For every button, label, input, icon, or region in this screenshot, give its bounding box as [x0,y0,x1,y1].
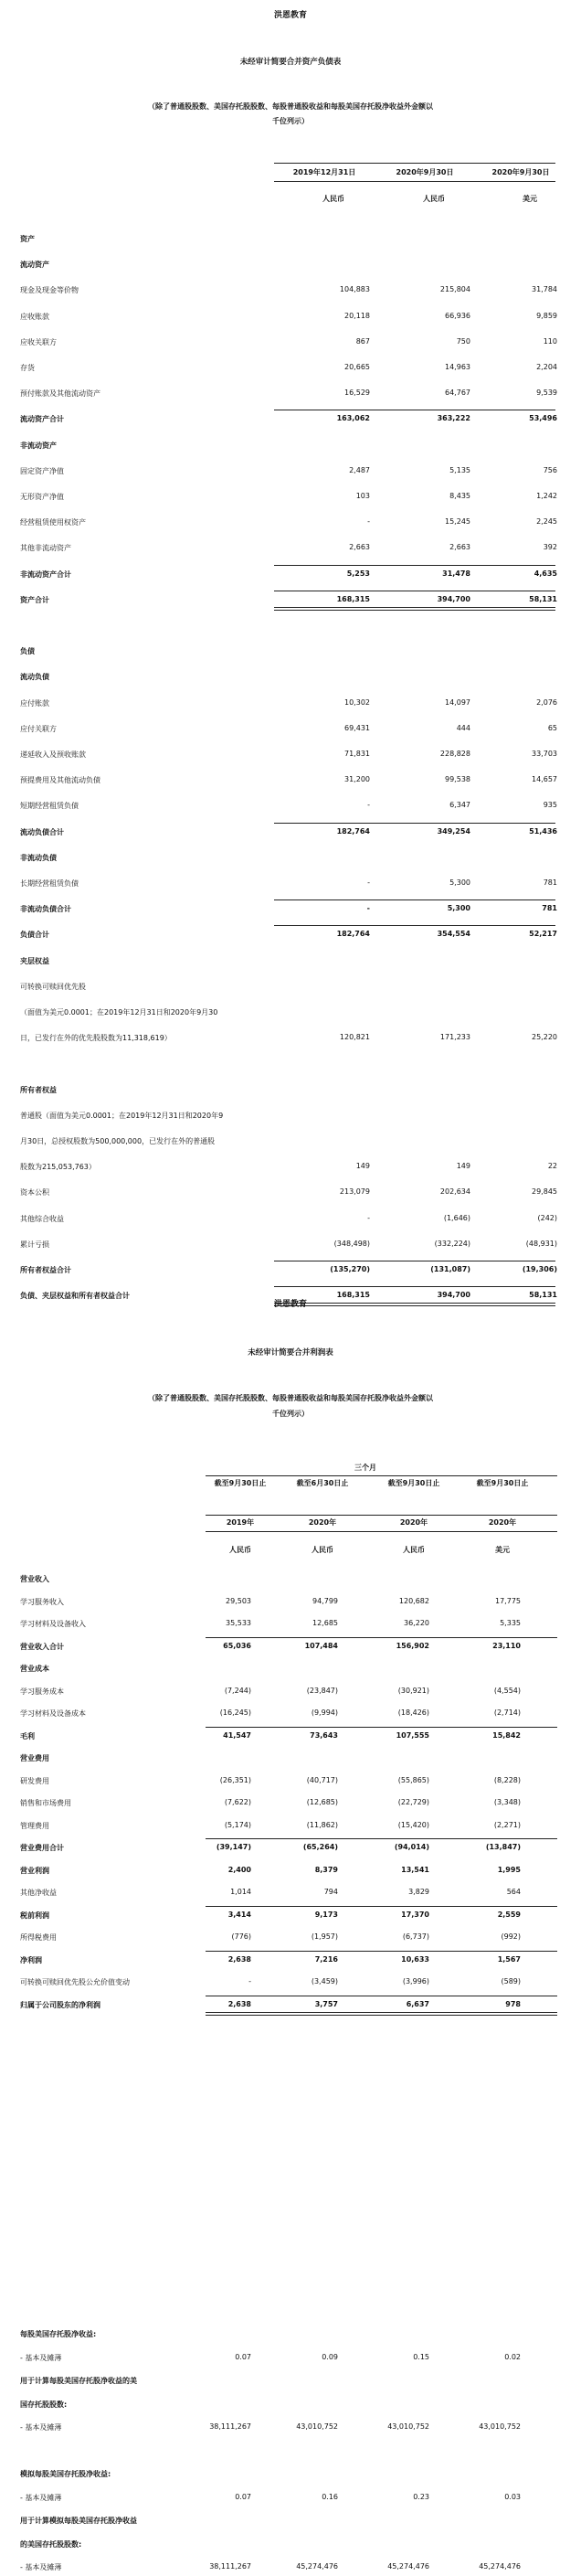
row-value: 0.02 [504,2352,521,2361]
row-label: 日，已发行在外的优先股股数为11,318,619） [20,1034,172,1043]
row-value: 17,370 [401,1910,429,1919]
row-value: 168,315 [336,594,370,603]
row-label: 负债 [20,647,35,656]
row-label: 国存托股股数: [20,2400,68,2409]
row-label: 存货 [20,364,35,372]
row-value: 14,657 [532,775,557,784]
row-label: 资本公积 [20,1188,49,1198]
row-value: - [367,801,370,810]
row-label: 学习服务成本 [20,1687,64,1696]
rule-line [274,1286,555,1287]
row-value: 8,379 [314,1865,338,1874]
row-label: 营业利润 [20,1866,49,1875]
row-value: 6,637 [406,1999,429,2008]
row-value: 0.07 [235,2352,251,2361]
row-value: 2,638 [227,1954,251,1964]
row-label: 学习材料及设备成本 [20,1709,86,1718]
rule-line [274,823,555,824]
row-value: 17,775 [495,1596,521,1605]
row-value: (11,862) [306,1820,338,1829]
row-value: 182,764 [336,826,370,836]
row-label: 可转换可赎回优先股公允价值变动 [20,1978,130,1986]
row-value: 107,484 [304,1641,338,1650]
row-value: 53,496 [529,414,557,423]
row-label: 模拟每股美国存托股净收益: [20,2470,111,2478]
row-label: - 基本及摊薄 [20,2353,62,2362]
row-value: 2,638 [227,1999,251,2008]
row-value: (23,847) [306,1686,338,1695]
row-value: (4,554) [493,1686,521,1695]
row-value: 182,764 [336,930,370,939]
is-currency-1: 人民币 [229,1546,251,1554]
row-value: 94,799 [312,1596,338,1605]
row-value: 349,254 [437,826,470,836]
row-value: (6,737) [402,1932,429,1941]
row-value: 29,845 [532,1187,557,1197]
row-value: 2,076 [536,697,557,707]
row-value: 0.07 [235,2492,251,2501]
row-label: 累计亏损 [20,1240,49,1249]
row-value: (2,271) [493,1820,521,1829]
row-value: 935 [543,801,557,810]
row-value: (776) [231,1932,251,1941]
row-value: 2,487 [349,465,370,474]
row-value: 9,859 [536,311,557,320]
row-value: - [366,904,370,913]
is-col-head-4: 截至9月30日止 [476,1479,529,1487]
row-value: 43,010,752 [479,2422,521,2431]
rule-line [206,1838,557,1839]
row-label: 所得税费用 [20,1933,57,1942]
row-value: 4,635 [533,569,557,578]
row-value: (94,014) [394,1843,429,1851]
row-value: 15,842 [492,1730,521,1740]
row-value: 8,435 [449,492,470,500]
row-label: 的美国存托股股数: [20,2539,82,2549]
row-label: 预付账款及其他流动资产 [20,389,100,399]
row-label: 可转换可赎回优先股 [20,982,86,991]
row-value: 41,547 [223,1730,251,1740]
row-value: (8,228) [493,1775,521,1784]
row-value: 29,503 [226,1596,251,1605]
row-value: 363,222 [437,414,470,423]
row-value: (65,264) [302,1843,338,1851]
row-value: 794 [323,1888,338,1896]
row-value: (3,996) [402,1977,429,1985]
row-value: 0.16 [322,2492,338,2501]
row-value: (15,420) [397,1820,429,1829]
row-label: 流动资产 [20,261,49,270]
row-value: 5,300 [449,878,470,887]
bs-col-head-2: 2020年9月30日 [396,168,454,176]
row-label: 应付关联方 [20,724,57,733]
row-label: 应收关联方 [20,337,57,346]
period-label: 三个月 [354,1464,376,1472]
row-label: 负债合计 [20,931,49,940]
row-value: 392 [543,543,557,552]
row-value: 13,541 [401,1865,429,1874]
row-value: (3,459) [311,1977,338,1985]
row-label: 用于计算每股美国存托股净收益的美 [20,2377,137,2385]
row-label: 每股美国存托股净收益: [20,2330,97,2338]
row-value: (39,147) [216,1843,251,1851]
row-value: (26,351) [219,1775,251,1784]
bs-currency-3: 美元 [523,195,537,203]
rule-line [274,899,555,900]
row-value: 110 [543,336,557,346]
row-value: 36,220 [404,1619,429,1627]
double-rule-line [274,607,555,611]
row-label: 月30日，总授权股数为500,000,000，已发行在外的普通股 [20,1137,216,1145]
row-label: 其他综合收益 [20,1214,64,1223]
row-label: 应付账款 [20,698,49,708]
bs-col-head-3: 2020年9月30日 [491,168,550,176]
row-value: 45,274,476 [479,2562,521,2571]
row-label: 股数为215,053,763） [20,1163,96,1172]
is-col-head-1: 截至9月30日止 [214,1479,267,1487]
row-value: 31,784 [532,285,557,294]
row-value: 31,478 [442,569,470,578]
row-value: 3,414 [227,1910,251,1919]
row-value: (18,426) [397,1708,429,1717]
bs-currency-2: 人民币 [423,195,445,203]
row-value: 104,883 [339,285,370,294]
row-value: 444 [456,723,470,732]
row-label: 非流动负债合计 [20,905,71,914]
row-value: 0.09 [322,2352,338,2361]
income-statement-subtitle: （除了普通股股数、美国存托股股数、每股普通股收益和每股美国存托股净收益外金额以 [148,1394,433,1402]
row-value: 202,634 [439,1187,470,1197]
row-value: 71,831 [344,750,370,758]
row-label: 长期经营租赁负债 [20,879,79,888]
row-value: 23,110 [492,1641,521,1650]
row-value: 781 [543,878,557,887]
row-value: (589) [501,1977,521,1985]
rule-line [274,565,555,566]
row-value: 25,220 [532,1033,557,1042]
row-value: (48,931) [525,1239,557,1248]
row-label: 负债、夹层权益和所有者权益合计 [20,1292,130,1301]
row-label: 营业收入 [20,1575,49,1583]
row-value: 5,253 [346,569,370,578]
row-value: 15,245 [445,517,470,527]
row-label: 非流动资产合计 [20,569,71,579]
row-value: 156,902 [396,1641,429,1650]
row-value: 2,663 [449,543,470,552]
row-label: 流动负债 [20,673,49,682]
row-value: 14,963 [445,363,470,371]
row-value: 64,767 [445,389,470,398]
row-value: (3,348) [493,1798,521,1806]
row-value: 1,567 [497,1954,521,1964]
row-value: 354,554 [437,930,470,939]
row-value: 2,400 [227,1865,251,1874]
row-value: (5,174) [224,1820,251,1829]
row-value: 20,665 [344,363,370,371]
row-value: 65 [547,723,557,732]
bs-currency-1: 人民币 [322,195,344,203]
is-currency-2: 人民币 [312,1546,333,1554]
row-value: (55,865) [397,1775,429,1784]
row-value: (22,729) [397,1798,429,1806]
is-year-2: 2020年 [308,1518,337,1527]
balance-sheet-subtitle-2: 千位列示） [272,117,309,125]
row-label: 递延收入及预收账款 [20,750,86,759]
row-label: 资产合计 [20,595,49,604]
row-value: 73,643 [310,1730,338,1740]
rule-line [274,925,555,926]
row-value: 781 [542,904,557,913]
is-year-4: 2020年 [488,1518,517,1527]
row-value: 45,274,476 [296,2562,338,2571]
row-value: (9,994) [311,1708,338,1717]
row-value: 0.15 [413,2352,429,2361]
row-value: 867 [355,336,370,346]
row-label: 营业收入合计 [20,1642,64,1651]
row-value: 1,014 [230,1888,251,1896]
row-value: (992) [501,1932,521,1941]
row-value: 58,131 [529,594,557,603]
row-label: 非流动负债 [20,853,57,862]
row-value: 43,010,752 [296,2422,338,2431]
row-value: 14,097 [445,697,470,707]
row-value: 168,315 [336,1291,370,1300]
is-col-head-3: 截至9月30日止 [387,1479,440,1487]
row-value: 394,700 [437,1291,470,1300]
is-year-3: 2020年 [399,1518,428,1527]
row-value: 31,200 [344,775,370,784]
row-value: (12,685) [306,1798,338,1806]
double-rule-line [206,2012,557,2016]
row-value: 3,757 [314,1999,338,2008]
income-statement-subtitle-2: 千位列示） [272,1410,309,1418]
row-label: 固定资产净值 [20,466,64,475]
row-value: 2,245 [536,517,557,527]
row-label: 所有者权益 [20,1085,57,1094]
row-label: 研发费用 [20,1776,49,1785]
row-value: 12,685 [312,1619,338,1627]
row-value: 65,036 [223,1641,251,1650]
row-value: 20,118 [344,311,370,320]
row-value: 163,062 [336,414,370,423]
row-value: 394,700 [437,594,470,603]
row-value: - [248,1977,251,1985]
row-label: 经营租赁使用权资产 [20,518,86,527]
row-value: 22 [547,1162,557,1171]
row-value: 6,347 [449,801,470,810]
row-value: 171,233 [439,1033,470,1042]
row-value: 120,682 [398,1596,429,1605]
row-value: 10,302 [344,697,370,707]
is-col-head-2: 截至6月30日止 [296,1479,349,1487]
row-value: (131,087) [430,1265,470,1273]
row-value: 564 [506,1888,521,1896]
row-label: 管理费用 [20,1821,49,1830]
row-label: 流动负债合计 [20,827,64,836]
row-value: 16,529 [344,389,370,398]
row-value: 51,436 [529,826,557,836]
row-value: 750 [456,336,470,346]
row-value: 9,539 [536,389,557,398]
row-value: 45,274,476 [387,2562,429,2571]
row-value: 58,131 [529,1291,557,1300]
row-value: (1,646) [443,1213,470,1222]
row-label: 用于计算模拟每股美国存托股净收益 [20,2517,137,2525]
row-value: 120,821 [339,1033,370,1042]
row-value: 107,555 [396,1730,429,1740]
row-value: 1,995 [497,1865,521,1874]
row-label: 预提费用及其他流动负债 [20,776,100,785]
row-value: 38,111,267 [209,2422,251,2431]
row-label: 毛利 [20,1731,35,1740]
row-value: (348,498) [333,1239,370,1248]
company-name-2: 洪恩教育 [273,1300,307,1309]
row-label: 归属于公司股东的净利润 [20,2000,100,2009]
row-value: 66,936 [445,311,470,320]
row-value: - [367,878,370,887]
company-name: 洪恩教育 [273,11,307,20]
row-label: 净利润 [20,1955,42,1964]
row-value: 2,663 [349,543,370,552]
row-value: 99,538 [445,775,470,784]
row-label: - 基本及摊薄 [20,2423,62,2432]
row-label: 短期经营租赁负债 [20,802,79,811]
row-value: (19,306) [522,1265,557,1273]
is-currency-4: 美元 [495,1546,510,1554]
row-value: 149 [355,1162,370,1171]
row-value: (40,717) [306,1775,338,1784]
row-value: 35,533 [226,1619,251,1627]
row-value: (332,224) [434,1239,470,1248]
row-value: 5,335 [500,1619,521,1627]
row-value: - [367,1213,370,1222]
rule-line [206,1727,557,1728]
row-value: (1,957) [311,1932,338,1941]
is-currency-3: 人民币 [403,1546,425,1554]
row-value: 38,111,267 [209,2562,251,2571]
row-value: 5,300 [447,904,470,913]
is-year-1: 2019年 [226,1518,255,1527]
row-value: 228,828 [439,750,470,758]
balance-sheet-title: 未经审计简要合并资产负债表 [239,58,342,67]
row-value: 52,217 [529,930,557,939]
row-value: (7,244) [224,1686,251,1695]
row-label: 夹层权益 [20,956,49,965]
row-value: 0.23 [413,2492,429,2501]
row-value: 9,173 [314,1910,338,1919]
row-value: 1,242 [536,492,557,500]
row-value: (30,921) [397,1686,429,1695]
row-value: 3,829 [408,1888,429,1896]
row-value: (135,270) [330,1265,370,1273]
rule-line [206,1951,557,1952]
row-label: 营业成本 [20,1665,49,1673]
row-value: 103 [355,492,370,500]
row-label: 其他非流动资产 [20,544,71,553]
row-label: 资产 [20,235,35,243]
row-label: 其他净收益 [20,1889,57,1897]
row-value: 0.03 [504,2492,521,2501]
row-label: 流动资产合计 [20,415,64,424]
row-value: 33,703 [532,750,557,758]
row-label: 营业费用 [20,1754,49,1762]
row-value: 43,010,752 [387,2422,429,2431]
row-value: (13,847) [485,1843,521,1851]
row-label: - 基本及摊薄 [20,2563,62,2571]
row-value: (242) [537,1213,557,1222]
rule-line [206,1637,557,1638]
row-value: (2,714) [493,1708,521,1717]
row-label: - 基本及摊薄 [20,2493,62,2502]
row-value: - [367,517,370,527]
row-label: （面值为美元0.0001；在2019年12月31日和2020年9月30 [20,1008,218,1017]
row-value: 5,135 [449,465,470,474]
row-label: 销售和市场费用 [20,1799,71,1807]
row-value: 756 [543,465,557,474]
row-value: 215,804 [439,285,470,294]
row-value: (7,622) [224,1798,251,1806]
row-label: 营业费用合计 [20,1844,64,1852]
bs-col-head-1: 2019年12月31日 [292,168,356,176]
row-value: (16,245) [219,1708,251,1717]
row-label: 学习服务收入 [20,1597,64,1606]
row-value: 10,633 [401,1954,429,1964]
row-value: 149 [456,1162,470,1171]
row-label: 所有者权益合计 [20,1266,71,1274]
row-value: 7,216 [314,1954,338,1964]
row-value: 213,079 [339,1187,370,1197]
row-value: 2,559 [497,1910,521,1919]
rule-line [206,1906,557,1907]
row-label: 普通股（面值为美元0.0001；在2019年12月31日和2020年9 [20,1111,224,1120]
row-value: 978 [505,1999,521,2008]
row-label: 税前利润 [20,1911,49,1920]
row-value: 69,431 [344,723,370,732]
balance-sheet-subtitle: （除了普通股股数、美国存托股股数、每股普通股收益和每股美国存托股净收益外金额以 [148,102,433,111]
row-label: 非流动资产 [20,441,57,450]
row-label: 应收账款 [20,312,49,321]
row-label: 现金及现金等价物 [20,286,79,295]
row-label: 学习材料及设备收入 [20,1620,86,1628]
row-label: 无形资产净值 [20,493,64,501]
income-statement-title: 未经审计简要合并利润表 [248,1348,333,1357]
row-value: 2,204 [536,363,557,371]
